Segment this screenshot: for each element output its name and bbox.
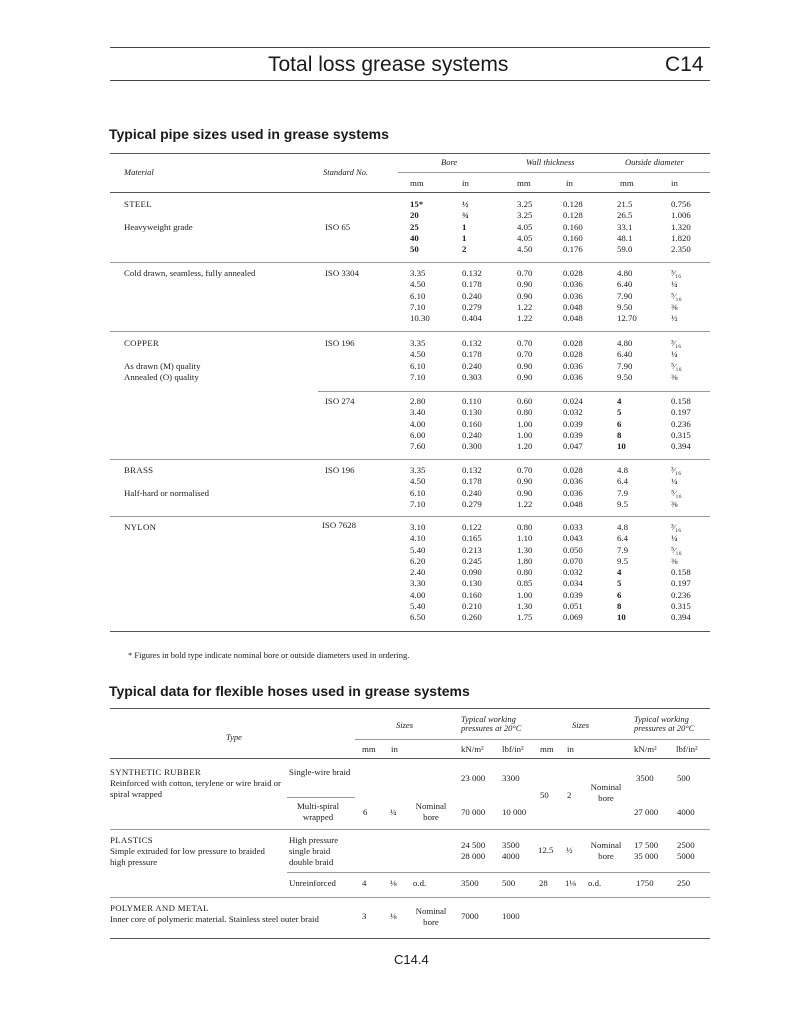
nylon-standard: ISO 7628 [322,520,356,530]
polymer-kn: 7000 [461,911,479,921]
polymer-desc: Inner core of polymeric material. Stainless steel outer braid [110,914,319,924]
unit-in: in [671,178,678,188]
synthetic-p3-lbf: 500 [677,773,691,783]
copper-standard: ISO 196 [325,338,355,348]
rule [110,262,710,263]
brass-bore-in: 0.132 0.178 0.240 0.279 [462,465,482,509]
synthetic-p4-lbf: 4000 [677,807,695,817]
col-type: Type [226,732,242,742]
section-code: C14 [665,53,704,76]
copper-bore-in: 0.132 0.178 0.240 0.303 [462,338,482,382]
unit-in: in [462,178,469,188]
unit-mm: mm [620,178,634,188]
col-wall: Wall thickness [526,157,575,167]
plastics-sub1: High pressure single braid double braid [289,835,339,867]
copper2-wall-in: 0.024 0.032 0.039 0.039 0.047 [563,396,583,452]
page-number: C14.4 [394,952,429,967]
plastics-p3-lbf: 2500 [677,840,695,850]
unit-kn: kN/m² [461,744,484,754]
brass-standard: ISO 196 [325,465,355,475]
cold-od-mm: 4.80 6.40 7.90 9.50 12.70 [617,268,637,324]
rule [110,459,710,460]
rule [110,516,710,517]
unit-mm: mm [362,744,376,754]
synthetic-p4-kn: 27 000 [634,807,659,817]
plastics-sub2: Unreinforced [289,878,336,888]
steel-standard: ISO 65 [325,222,351,232]
synthetic-label: SYNTHETIC RUBBER [110,767,202,777]
plastics-p2-kn: 28 000 [461,851,486,861]
plastics-p4-kn: 35 000 [634,851,659,861]
rule [110,331,710,332]
brass-label: BRASS [124,465,154,475]
steel-bore-mm: 15* 20 25 40 50 [410,199,424,255]
cold-od-in: ³⁄₁₆ ¼ ⁵⁄₁₆ ⅜ ½ [671,268,682,324]
nylon-od-mm-b: 4 5 6 8 10 [617,567,626,623]
unit-in: in [566,178,573,188]
synthetic-sub2: Multi-spiral wrapped [296,801,340,822]
synthetic-size-in: ¼ [390,807,397,817]
copper-wall-in: 0.028 0.028 0.036 0.036 [563,338,583,382]
copper2-standard: ISO 274 [325,396,355,406]
synthetic-size2-in: 2 [567,790,572,800]
cold-bore-in: 0.132 0.178 0.240 0.279 0.404 [462,268,482,324]
cold-wall-mm: 0.70 0.90 0.90 1.22 1.22 [517,268,533,324]
plastics-p1-lbf: 3500 [502,840,520,850]
copper2-od-in: 0.158 0.197 0.236 0.315 0.394 [671,396,691,452]
synthetic-p2-lbf: 10 000 [502,807,527,817]
nylon-wall-mm: 0.80 1.10 1.30 1.80 0.80 0.85 1.00 1.30 1.75 [517,522,533,623]
header-rule-bottom [110,80,710,81]
rule [110,758,710,759]
plastics-size-in: ½ [566,845,573,855]
cold-bore-mm: 3.35 4.50 6.10 7.10 10.30 [410,268,430,324]
copper2-wall-mm: 0.60 0.80 1.00 1.00 1.20 [517,396,533,452]
pipe-footnote: * Figures in bold type indicate nominal bore or outside diameters used in ordering. [128,650,410,660]
rule [110,631,710,632]
cold-wall-in: 0.028 0.036 0.036 0.048 0.048 [563,268,583,324]
plastics-p4-lbf: 5000 [677,851,695,861]
col-pressure-2: Typical working pressures at 20°C [634,714,695,733]
synthetic-p1-lbf: 3300 [502,773,520,783]
synthetic-size2-mm: 50 [540,790,549,800]
rule [110,708,710,709]
copper-label: COPPER [124,338,160,348]
copper-od-in: ³⁄₁₆ ¼ ⁵⁄₁₆ ⅜ [671,338,682,382]
copper2-bore-in: 0.110 0.130 0.160 0.240 0.300 [462,396,482,452]
steel-sub: Heavyweight grade [124,222,193,232]
synthetic-sub1: Single-wire braid [289,767,351,777]
copper-sub2: Annealed (O) quality [124,372,199,382]
brass-bore-mm: 3.35 4.50 6.10 7.10 [410,465,426,509]
col-outside: Outside diameter [625,157,684,167]
unit-lbf: lbf/in² [676,744,698,754]
synthetic-p1-kn: 23 000 [461,773,486,783]
plastics-p1-kn: 24 500 [461,840,486,850]
copper-wall-mm: 0.70 0.70 0.90 0.90 [517,338,533,382]
rule [110,897,710,898]
polymer-label: POLYMER AND METAL [110,903,209,913]
synthetic-size-mm: 6 [363,807,368,817]
synthetic-desc: Reinforced with cotton, terylene or wire braid or spiral wrapped [110,778,281,799]
cold-standard: ISO 3304 [325,268,359,278]
unit-mm: mm [517,178,531,188]
synthetic-nominal: Nominal bore [415,801,447,822]
rule [110,192,710,193]
steel-bore-in: ½ ¾ 1 1 2 [462,199,469,255]
rule [398,172,710,173]
nylon-bore-mm: 3.10 4.10 5.40 6.20 2.40 3.30 4.00 5.40 6.50 [410,522,426,623]
polymer-nominal: Nominal bore [415,906,447,927]
rule [110,153,710,154]
col-pressure: Typical working pressures at 20°C [461,714,522,733]
plastics-u-lbf: 500 [502,878,516,888]
plastics-u2-mm: 28 [539,878,548,888]
plastics-u2-in: 1⅛ [565,878,576,888]
plastics-label: PLASTICS [110,835,153,845]
cold-label: Cold drawn, seamless, fully annealed [124,268,256,278]
brass-od-in: ³⁄₁₆ ¼ ⁵⁄₁₆ ⅜ [671,465,682,509]
hose-table-heading: Typical data for flexible hoses used in grease systems [109,683,470,699]
rule [110,829,710,830]
synthetic-p2-kn: 70 000 [461,807,486,817]
unit-mm: mm [410,178,424,188]
steel-wall-mm: 3.25 3.25 4.05 4.05 4.50 [517,199,533,255]
copper-od-mm: 4.80 6.40 7.90 9.50 [617,338,633,382]
synthetic-nominal2: Nominal bore [590,782,622,803]
plastics-nominal: Nominal bore [590,840,622,861]
nylon-label: NYLON [124,522,157,532]
steel-wall-in: 0.128 0.128 0.160 0.160 0.176 [563,199,583,255]
rule [318,391,710,392]
col-standard: Standard No. [323,167,369,177]
nylon-wall-in: 0.033 0.043 0.050 0.070 0.032 0.034 0.039 0.051 0.069 [563,522,583,623]
brass-wall-in: 0.028 0.036 0.036 0.048 [563,465,583,509]
nylon-od-in: ³⁄₁₆ ¼ ⁵⁄₁₆ ⅜ 0.158 0.197 0.236 0.315 0.394 [671,522,691,623]
unit-kn: kN/m² [634,744,657,754]
plastics-u-od: o.d. [413,878,427,888]
page-title: Total loss grease systems [268,53,509,76]
col-material: Material [124,167,154,177]
polymer-lbf: 1000 [502,911,520,921]
copper-bore-mm: 3.35 4.50 6.10 7.10 [410,338,426,382]
steel-od-in: 0.756 1.006 1.320 1.820 2.350 [671,199,691,255]
plastics-u-kn: 3500 [461,878,479,888]
col-bore: Bore [441,157,458,167]
brass-wall-mm: 0.70 0.90 0.90 1.22 [517,465,533,509]
unit-in: in [391,744,398,754]
brass-od-mm: 4.8 6.4 7.9 9.5 [617,465,628,509]
brass-sub: Half-hard or normalised [124,488,210,498]
plastics-u2-od: o.d. [588,878,602,888]
copper-sub1: As drawn (M) quality [124,361,201,371]
steel-od-mm: 21.5 26.5 33.1 48.1 59.0 [617,199,633,255]
plastics-p3-kn: 17 500 [634,840,659,850]
copper2-od-mm: 4 5 6 8 10 [617,396,626,452]
steel-label: STEEL [124,199,152,209]
plastics-desc: Simple extruded for low pressure to braided high pressure [110,846,265,867]
copper2-bore-mm: 2.80 3.40 4.00 6.00 7.60 [410,396,426,452]
pipe-table-heading: Typical pipe sizes used in grease systems [109,126,389,142]
polymer-size-mm: 3 [362,911,367,921]
nylon-bore-in: 0.122 0.165 0.213 0.245 0.090 0.130 0.160 0.210 0.260 [462,522,482,623]
rule [287,797,355,798]
header-rule-top [110,47,710,48]
rule [110,938,710,939]
rule [355,739,710,740]
unit-in: in [567,744,574,754]
col-sizes: Sizes [396,720,413,730]
plastics-u-mm: 4 [362,878,367,888]
synthetic-p3-kn: 3500 [636,773,654,783]
plastics-size-mm: 12.5 [538,845,554,855]
polymer-size-in: ⅛ [390,911,397,921]
col-sizes-2: Sizes [572,720,589,730]
plastics-p2-lbf: 4000 [502,851,520,861]
rule [287,872,710,873]
unit-lbf: lbf/in² [502,744,524,754]
unit-mm: mm [540,744,554,754]
plastics-u2-lbf: 250 [677,878,691,888]
plastics-u2-kn: 1750 [636,878,654,888]
plastics-u-in: ⅛ [390,878,397,888]
nylon-od-mm-a: 4.8 6.4 7.9 9.5 [617,522,628,566]
